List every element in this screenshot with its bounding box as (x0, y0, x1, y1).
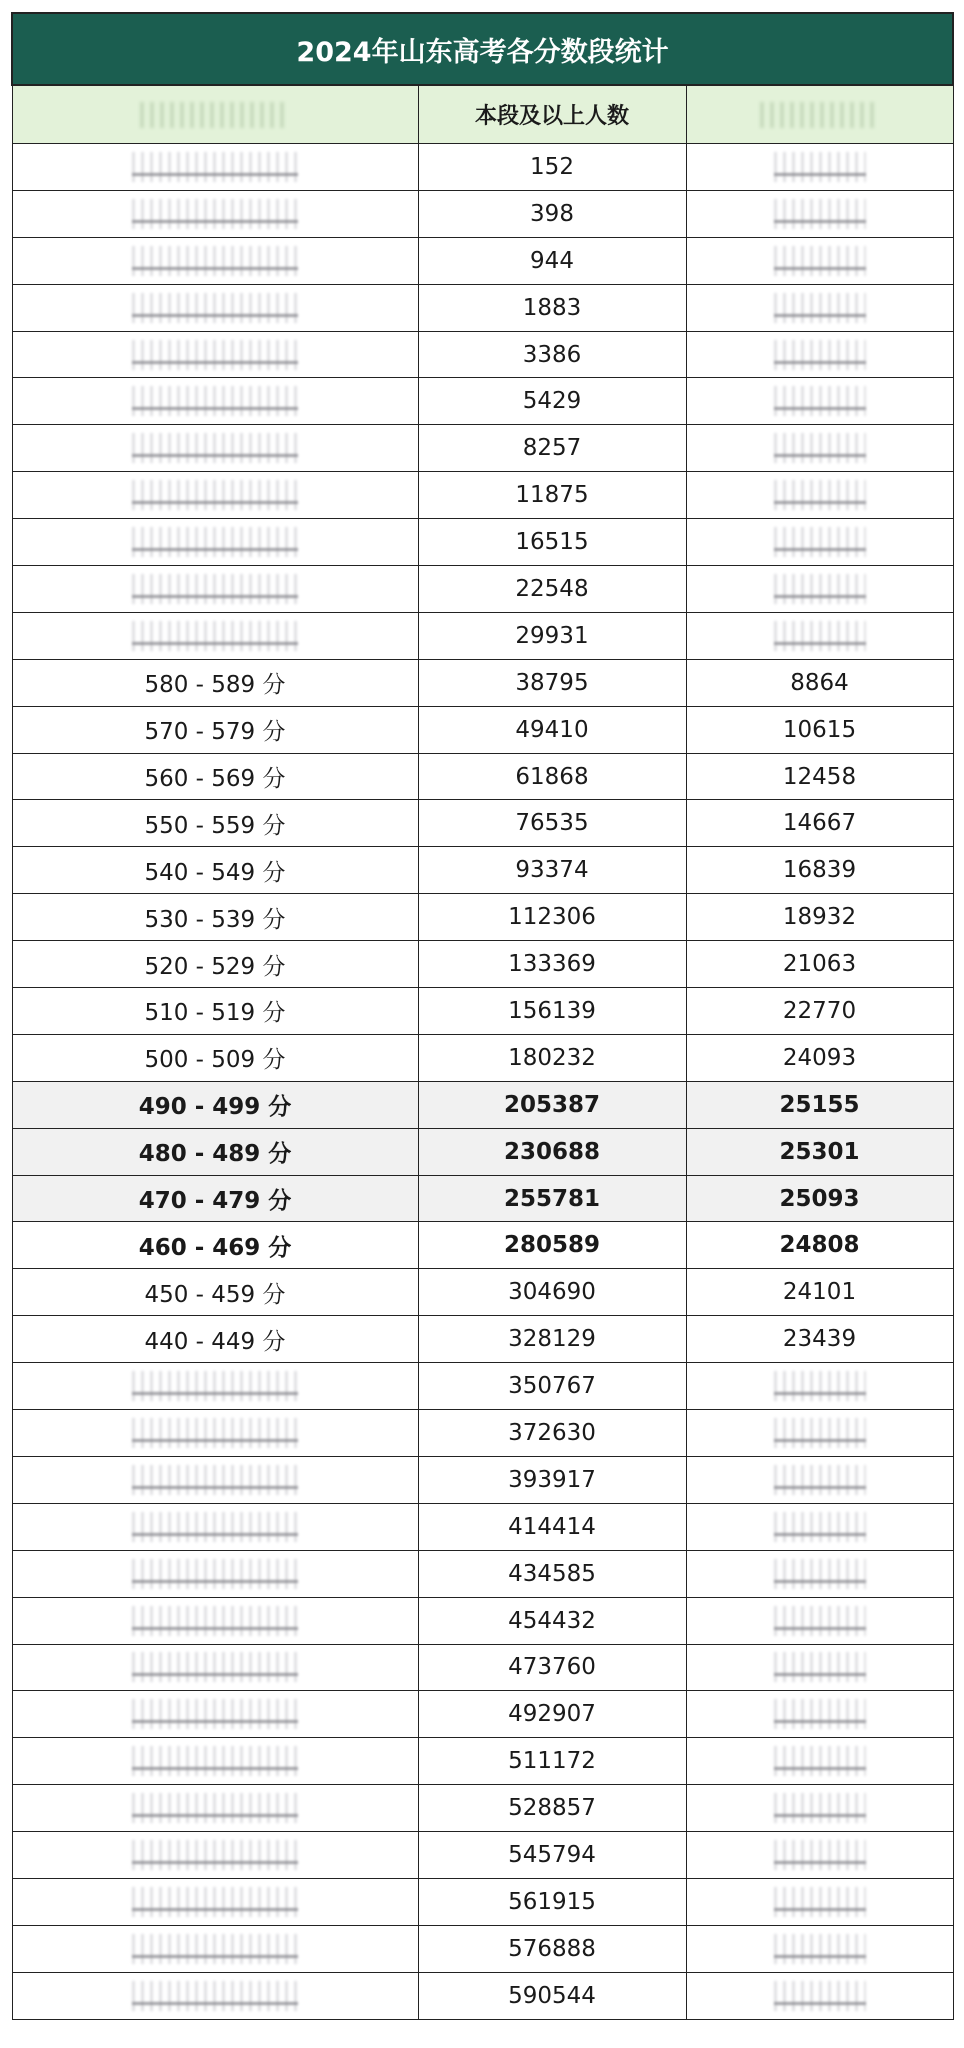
obscured-value (132, 574, 298, 604)
obscured-value (132, 340, 298, 370)
obscured-value (774, 1418, 866, 1448)
obscured-value (132, 1793, 298, 1823)
cumulative-count-cell: 576888 (418, 1925, 686, 1972)
score-range-cell (12, 284, 418, 331)
score-range-cell (12, 237, 418, 284)
cumulative-count-cell: 372630 (418, 1410, 686, 1457)
score-range-cell (12, 519, 418, 566)
score-range-cell: 540 - 549 分 (12, 847, 418, 894)
segment-count-cell: 8864 (686, 659, 953, 706)
score-range-cell: 530 - 539 分 (12, 894, 418, 941)
table-row (12, 1316, 953, 1363)
table-row (12, 1269, 953, 1316)
obscured-value (132, 1699, 298, 1729)
segment-count-cell (686, 1738, 953, 1785)
score-range-cell (12, 1550, 418, 1597)
cumulative-count-cell: 61868 (418, 753, 686, 800)
obscured-value (774, 1840, 866, 1870)
score-range-cell: 460 - 469 分 (12, 1222, 418, 1269)
segment-count-cell (686, 1785, 953, 1832)
cumulative-count-cell: 156139 (418, 988, 686, 1035)
segment-count-cell: 23439 (686, 1316, 953, 1363)
cumulative-count-cell: 22548 (418, 566, 686, 613)
score-range-cell (12, 425, 418, 472)
segment-count-cell: 24808 (686, 1222, 953, 1269)
cumulative-count-cell: 230688 (418, 1128, 686, 1175)
obscured-value (132, 152, 298, 182)
segment-count-cell (686, 566, 953, 613)
cumulative-count-cell: 561915 (418, 1878, 686, 1925)
segment-count-cell (686, 1878, 953, 1925)
score-range-cell (12, 1644, 418, 1691)
score-range-cell (12, 1456, 418, 1503)
score-range-cell (12, 1925, 418, 1972)
cumulative-count-cell: 205387 (418, 1081, 686, 1128)
segment-count-cell (686, 425, 953, 472)
score-range-cell (12, 472, 418, 519)
table-row (12, 1878, 953, 1925)
obscured-value (774, 340, 866, 370)
cumulative-count-cell: 5429 (418, 378, 686, 425)
score-range-cell: 440 - 449 分 (12, 1316, 418, 1363)
segment-count-cell: 10615 (686, 706, 953, 753)
obscured-value (132, 1465, 298, 1495)
segment-count-cell (686, 284, 953, 331)
obscured-value (774, 1934, 866, 1964)
table-row (12, 1738, 953, 1785)
segment-count-cell (686, 519, 953, 566)
score-range-cell (12, 1738, 418, 1785)
score-range-cell (12, 331, 418, 378)
obscured-value (132, 1934, 298, 1964)
segment-count-cell (686, 1410, 953, 1457)
obscured-value (132, 480, 298, 510)
header-segment-count (686, 85, 953, 144)
table-row (12, 1128, 953, 1175)
obscured-value (132, 1371, 298, 1401)
cumulative-count-cell: 3386 (418, 331, 686, 378)
score-range-cell: 580 - 589 分 (12, 659, 418, 706)
score-range-cell: 500 - 509 分 (12, 1034, 418, 1081)
obscured-value (774, 1981, 866, 2011)
obscured-value (132, 1840, 298, 1870)
obscured-value (774, 386, 866, 416)
score-range-cell: 560 - 569 分 (12, 753, 418, 800)
obscured-value (774, 246, 866, 276)
table-row (12, 800, 953, 847)
obscured-value (132, 621, 298, 651)
obscured-value (132, 1887, 298, 1917)
score-range-cell (12, 1410, 418, 1457)
table-row (12, 1597, 953, 1644)
table-row (12, 847, 953, 894)
segment-count-cell: 18932 (686, 894, 953, 941)
cumulative-count-cell: 944 (418, 237, 686, 284)
table-row (12, 237, 953, 284)
score-range-cell: 520 - 529 分 (12, 941, 418, 988)
obscured-value (132, 1512, 298, 1542)
table-row (12, 1785, 953, 1832)
table-row (12, 941, 953, 988)
obscured-value (774, 480, 866, 510)
cumulative-count-cell: 414414 (418, 1503, 686, 1550)
obscured-value (774, 199, 866, 229)
segment-count-cell (686, 1691, 953, 1738)
obscured-value (774, 1887, 866, 1917)
cumulative-count-cell: 350767 (418, 1363, 686, 1410)
segment-count-cell (686, 1550, 953, 1597)
table-row (12, 1691, 953, 1738)
cumulative-count-cell: 112306 (418, 894, 686, 941)
table-row (12, 753, 953, 800)
cumulative-count-cell: 49410 (418, 706, 686, 753)
obscured-value (132, 1606, 298, 1636)
cumulative-count-cell: 398 (418, 190, 686, 237)
table-row (12, 894, 953, 941)
cumulative-count-cell: 528857 (418, 1785, 686, 1832)
table-row (12, 988, 953, 1035)
obscured-value (132, 1981, 298, 2011)
score-range-cell (12, 190, 418, 237)
cumulative-count-cell: 1883 (418, 284, 686, 331)
table-row (12, 425, 953, 472)
table-title: 2024年山东高考各分数段统计 (12, 13, 953, 85)
score-range-cell (12, 1972, 418, 2019)
cumulative-count-cell: 454432 (418, 1597, 686, 1644)
obscured-value (132, 199, 298, 229)
table-row (12, 566, 953, 613)
obscured-value (774, 1371, 866, 1401)
table-row (12, 1034, 953, 1081)
score-range-cell: 570 - 579 分 (12, 706, 418, 753)
obscured-value (774, 433, 866, 463)
cumulative-count-cell: 473760 (418, 1644, 686, 1691)
obscured-value (132, 433, 298, 463)
table-row (12, 144, 953, 191)
table-row (12, 612, 953, 659)
obscured-value (774, 152, 866, 182)
segment-count-cell: 16839 (686, 847, 953, 894)
segment-count-cell: 25155 (686, 1081, 953, 1128)
score-range-cell: 450 - 459 分 (12, 1269, 418, 1316)
table-row (12, 190, 953, 237)
table-body (12, 144, 953, 2020)
segment-count-cell (686, 1832, 953, 1879)
obscured-value (132, 246, 298, 276)
table-row (12, 659, 953, 706)
table-row (12, 1972, 953, 2019)
segment-count-cell (686, 190, 953, 237)
cumulative-count-cell: 545794 (418, 1832, 686, 1879)
score-range-cell (12, 612, 418, 659)
segment-count-cell: 21063 (686, 941, 953, 988)
header-row (12, 85, 953, 144)
score-distribution-table (11, 12, 954, 2020)
score-range-cell: 470 - 479 分 (12, 1175, 418, 1222)
cumulative-count-cell: 590544 (418, 1972, 686, 2019)
score-range-cell: 480 - 489 分 (12, 1128, 418, 1175)
score-range-cell (12, 144, 418, 191)
segment-count-cell (686, 612, 953, 659)
header-cumulative-count: 本段及以上人数 (418, 85, 686, 144)
table-row (12, 1222, 953, 1269)
table-row (12, 1363, 953, 1410)
segment-count-cell: 24093 (686, 1034, 953, 1081)
score-range-cell: 550 - 559 分 (12, 800, 418, 847)
segment-count-cell (686, 472, 953, 519)
table-row (12, 519, 953, 566)
obscured-value (774, 1465, 866, 1495)
table-row (12, 1644, 953, 1691)
score-range-cell (12, 1503, 418, 1550)
table-row (12, 1456, 953, 1503)
segment-count-cell: 25301 (686, 1128, 953, 1175)
cumulative-count-cell: 152 (418, 144, 686, 191)
table-row (12, 472, 953, 519)
score-range-cell (12, 1597, 418, 1644)
cumulative-count-cell: 280589 (418, 1222, 686, 1269)
cumulative-count-cell: 8257 (418, 425, 686, 472)
cumulative-count-cell: 304690 (418, 1269, 686, 1316)
cumulative-count-cell: 434585 (418, 1550, 686, 1597)
segment-count-cell (686, 1503, 953, 1550)
score-range-cell (12, 566, 418, 613)
table-row (12, 1832, 953, 1879)
cumulative-count-cell: 11875 (418, 472, 686, 519)
table-row (12, 706, 953, 753)
segment-count-cell: 24101 (686, 1269, 953, 1316)
obscured-value (774, 1793, 866, 1823)
score-range-cell: 490 - 499 分 (12, 1081, 418, 1128)
score-range-cell (12, 1363, 418, 1410)
table-row (12, 1503, 953, 1550)
score-range-cell (12, 378, 418, 425)
score-range-cell: 510 - 519 分 (12, 988, 418, 1035)
obscured-value (774, 1512, 866, 1542)
obscured-value (774, 574, 866, 604)
obscured-value (774, 1559, 866, 1589)
obscured-value (132, 293, 298, 323)
cumulative-count-cell: 492907 (418, 1691, 686, 1738)
table-row (12, 1410, 953, 1457)
segment-count-cell: 22770 (686, 988, 953, 1035)
table-row (12, 1550, 953, 1597)
segment-count-cell (686, 378, 953, 425)
score-range-cell (12, 1691, 418, 1738)
cumulative-count-cell: 38795 (418, 659, 686, 706)
segment-count-cell (686, 1597, 953, 1644)
cumulative-count-cell: 180232 (418, 1034, 686, 1081)
score-range-cell (12, 1832, 418, 1879)
obscured-value (132, 1746, 298, 1776)
title-row (12, 13, 953, 85)
cumulative-count-cell: 76535 (418, 800, 686, 847)
segment-count-cell (686, 1363, 953, 1410)
segment-count-cell: 12458 (686, 753, 953, 800)
segment-count-cell (686, 331, 953, 378)
cumulative-count-cell: 29931 (418, 612, 686, 659)
segment-count-cell (686, 1925, 953, 1972)
obscured-value (132, 1652, 298, 1682)
obscured-value (132, 1418, 298, 1448)
segment-count-cell (686, 144, 953, 191)
cumulative-count-cell: 16515 (418, 519, 686, 566)
obscured-value (774, 1606, 866, 1636)
obscured-value (774, 1746, 866, 1776)
cumulative-count-cell: 133369 (418, 941, 686, 988)
table-row (12, 1081, 953, 1128)
table-row (12, 1175, 953, 1222)
table-row (12, 378, 953, 425)
cumulative-count-cell: 255781 (418, 1175, 686, 1222)
segment-count-cell (686, 1972, 953, 2019)
score-range-cell (12, 1878, 418, 1925)
cumulative-count-cell: 328129 (418, 1316, 686, 1363)
obscured-value (774, 1652, 866, 1682)
obscured-value (132, 1559, 298, 1589)
cumulative-count-cell: 93374 (418, 847, 686, 894)
table-row (12, 284, 953, 331)
obscured-value (774, 527, 866, 557)
score-range-cell (12, 1785, 418, 1832)
obscured-value (132, 386, 298, 416)
cumulative-count-cell: 511172 (418, 1738, 686, 1785)
table-row (12, 1925, 953, 1972)
segment-count-cell: 14667 (686, 800, 953, 847)
obscured-value (774, 1699, 866, 1729)
obscured-value (132, 527, 298, 557)
cumulative-count-cell: 393917 (418, 1456, 686, 1503)
obscured-value (774, 293, 866, 323)
segment-count-cell (686, 237, 953, 284)
segment-count-cell (686, 1644, 953, 1691)
table-row (12, 331, 953, 378)
segment-count-cell: 25093 (686, 1175, 953, 1222)
header-score-range (12, 85, 418, 144)
segment-count-cell (686, 1456, 953, 1503)
obscured-value (774, 621, 866, 651)
